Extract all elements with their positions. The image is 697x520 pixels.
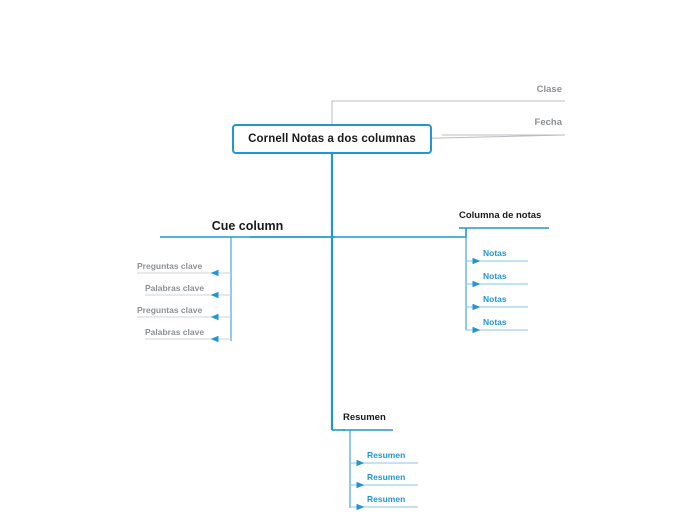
leaf-cue-1[interactable]: Preguntas clave: [137, 261, 203, 271]
branch-columna-de-notas[interactable]: Columna de notas: [459, 210, 542, 221]
connector-columna-notas: [332, 228, 466, 237]
arrow-bottom-leaf-1: [357, 461, 363, 466]
leaf-notas-3[interactable]: Notas: [483, 294, 507, 304]
arrow-right-leaf-1: [473, 259, 479, 264]
leaf-resumen-2[interactable]: Resumen: [367, 472, 406, 482]
leaf-notas-4[interactable]: Notas: [483, 317, 507, 327]
branch-resumen[interactable]: Resumen: [343, 412, 386, 423]
branch-cue-column[interactable]: Cue column: [211, 219, 284, 233]
meta-label-fecha[interactable]: Fecha: [534, 117, 562, 128]
leaf-cue-2[interactable]: Palabras clave: [145, 283, 205, 293]
arrow-right-leaf-4: [473, 328, 479, 333]
leaf-notas-2[interactable]: Notas: [483, 271, 507, 281]
arrow-right-leaf-2: [473, 282, 479, 287]
arrow-left-leaf-2: [212, 293, 218, 298]
arrow-left-leaf-1: [212, 271, 218, 276]
arrow-bottom-leaf-3: [357, 505, 363, 510]
arrow-left-leaf-3: [212, 315, 218, 320]
meta-label-clase[interactable]: Clase: [536, 84, 562, 95]
leaf-notas-1[interactable]: Notas: [483, 248, 507, 258]
leaf-resumen-1[interactable]: Resumen: [367, 450, 406, 460]
arrow-bottom-leaf-2: [357, 483, 363, 488]
root-node[interactable]: Cornell Notas a dos columnas: [232, 124, 432, 154]
leaf-cue-3[interactable]: Preguntas clave: [137, 305, 203, 315]
leaf-resumen-3[interactable]: Resumen: [367, 494, 406, 504]
leaf-cue-4[interactable]: Palabras clave: [145, 327, 205, 337]
arrow-right-leaf-3: [473, 305, 479, 310]
arrow-left-leaf-4: [212, 337, 218, 342]
